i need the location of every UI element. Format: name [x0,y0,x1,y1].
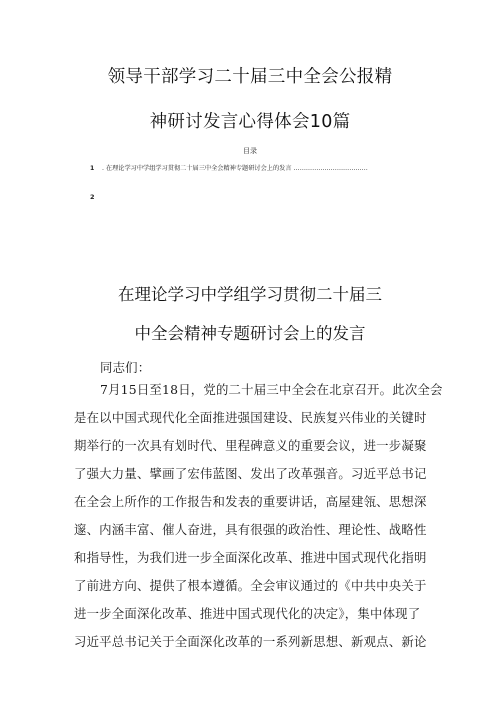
paragraph-line: 期举行的一次具有划时代、里程碑意义的重要会议，进一步凝聚 [74,438,427,453]
paragraph-line: 习近平总书记关于全面深化改革的一系列新思想、新观点、新论 [74,634,427,649]
paragraph-line: 进一步全面深化改革、推进中国式现代化的决定》，集中体现了 [74,606,421,621]
toc-entry-number: 1 [90,165,95,172]
toc-entry[interactable] [90,163,368,172]
document-title-line-2: 神研讨发言心得体会10篇 [149,112,351,132]
paragraph-line: 邃、内涵丰富、催人奋进，具有很强的政治性、理论性、战略性 [74,522,427,537]
paragraph-line: 在全会上所作的工作报告和发表的重要讲话，高屋建瓴、思想深 [74,494,427,509]
paragraph-line: 了强大力量、擘画了宏伟蓝图、发出了改革强音。习近平总书记 [74,466,427,481]
toc-entry-text[interactable]: . 在理论学习中学组学习贯彻二十届三中全会精神专题研讨会上的发言 ……………………………… [102,165,368,172]
toc-heading: 目录 [243,147,257,155]
article-title-line-2: 中全会精神专题研讨会上的发言 [134,324,366,343]
article-title-line-1: 在理论学习中学组学习贯彻二十届三 [118,285,382,304]
document-title-line-1: 领导干部学习二十届三中全会公报精 [107,67,393,87]
paragraph-line: 7月15日至18日，党的二十届三中全会在北京召开。此次全会 [100,382,443,397]
paragraph-line: 和指导性，为我们进一步全面深化改革、推进中国式现代化指明 [74,550,427,565]
paragraph-line: 了前进方向、提供了根本遵循。全会审议通过的《中共中央关于 [74,578,427,593]
toc-entry-page-number: 2 [90,193,95,201]
paragraph-line: 是在以中国式现代化全面推进强国建设、民族复兴伟业的关键时 [74,410,427,425]
salutation: 同志们： [100,360,151,375]
